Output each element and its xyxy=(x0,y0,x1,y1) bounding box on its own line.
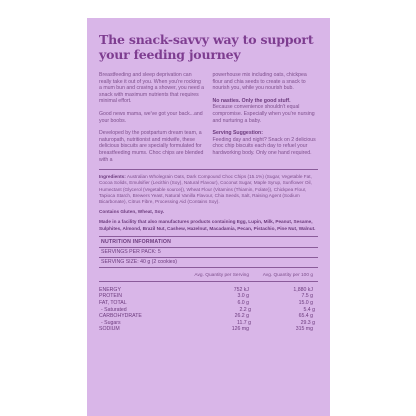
ingredients-label: Ingredients: xyxy=(99,174,126,180)
per-serving-value: 6.0 g xyxy=(237,299,249,306)
right-column xyxy=(213,72,319,169)
per-100g-value: 7.5 g xyxy=(301,293,313,300)
serving-suggestion-block xyxy=(213,130,319,156)
powerhouse-paragraph: powerhouse mix including oats, chickpea flour and chia seeds to create a snack to nourish you, while you nourish bub. xyxy=(212,72,307,92)
header-per-serving: Avg. Quantity per Serving xyxy=(194,273,249,279)
per-serving-value: 3.0 g xyxy=(237,293,249,300)
good-news-paragraph: Good news mama, we've got your back...and your boobs. xyxy=(99,110,203,124)
ingredients-paragraph xyxy=(99,174,318,205)
per-100g-value: 5.4 g xyxy=(303,306,315,313)
no-nasties-title: No nasties. Only the good stuff. xyxy=(212,97,291,104)
nutrient-name: CARBOHYDRATE xyxy=(99,313,142,320)
divider xyxy=(99,169,318,170)
nutrient-name: SODIUM xyxy=(99,326,120,333)
per-serving-value: 2.2 g xyxy=(239,306,251,313)
table-row xyxy=(99,320,318,327)
nutrient-name: - Saturated xyxy=(101,306,127,313)
header-per-100g: Avg. Quantity per 100 g xyxy=(262,273,313,279)
per-100g-value: 315 mg xyxy=(295,326,313,333)
per-100g-value: 15.0 g xyxy=(298,299,313,306)
nutrient-name: ENERGY xyxy=(99,286,121,293)
no-nasties-text: Because convenience shouldn't equal compromise. Especially when you're nursing and nurturing a baby. xyxy=(212,104,315,124)
nutrient-name: PROTEIN xyxy=(99,293,123,300)
ingredients-section xyxy=(99,174,318,232)
description-columns xyxy=(99,72,318,169)
ingredients-text: Australian Wholegrain Oats, Dark Compound Choc Chips (15.1%) (Sugar, Vegetable Fat, Cocoa Solids, Emulsifier (Lecithin (Soy), Natural Flavour), Coconut Sugar, Maple Syrup, Sunflower Oil, Humectant (Glycerol (Vegetable source)), Wheat Flour (Vitamins (Thiamin, Folate)), Chickpea Flour, Tapioca Starch, Brewers Yeast, Natural Vanilla Flavour, Chia Seeds, Salt, Raising Agent (Sodium Bicarbonate), Citrus Fibre, Processing Aid (Contains Soy). xyxy=(99,174,312,204)
per-serving-value: 26.2 g xyxy=(234,313,249,320)
headline: The snack-savvy way to support your feeding journey xyxy=(99,32,314,62)
per-100g-value: 65.4 g xyxy=(298,313,313,320)
per-serving-value: 126 mg xyxy=(231,326,249,333)
nutrition-table-body xyxy=(99,287,318,333)
allergen-contains: Contains Gluten, Wheat, Soy. xyxy=(99,209,165,215)
nutrition-table-header xyxy=(99,271,318,282)
nutrition-title: NUTRITION INFORMATION xyxy=(99,237,318,248)
no-nasties-block xyxy=(213,98,319,124)
nutrition-table xyxy=(99,271,318,333)
table-row xyxy=(99,307,318,314)
serving-suggestion-title: Serving Suggestion: xyxy=(212,130,263,137)
per-serving-value: 752 kJ xyxy=(233,286,249,293)
developed-paragraph: Developed by the postpartum dream team, a naturopath, nutritionist and midwife, these delicious biscuits are specially formulated for breastfeeding mums. Choc chips are blended with a xyxy=(99,130,204,163)
nutrient-name: FAT, TOTAL xyxy=(99,299,127,306)
product-back-panel xyxy=(87,18,330,416)
table-row xyxy=(99,300,318,307)
table-row xyxy=(99,326,318,333)
table-row xyxy=(99,287,318,294)
serving-size: SERVING SIZE: 40 g (2 cookies) xyxy=(99,258,318,268)
per-100g-value: 29.3 g xyxy=(300,319,315,326)
per-100g-value: 1,880 kJ xyxy=(293,286,313,293)
per-serving-value: 11.7 g xyxy=(236,319,251,326)
serving-suggestion-text: Feeding day and night? Snack on 2 delicious choc chip biscuits each day to refuel your hardworking body. Only one hand required. xyxy=(212,136,316,156)
intro-paragraph: Breastfeeding and sleep deprivation can really take it out of you. When you're rocking a mum bun and craving a shower, you need a snack with maximum nutrients that requires minimal effort. xyxy=(99,72,204,105)
table-row xyxy=(99,293,318,300)
nutrition-panel xyxy=(99,236,318,333)
nutrient-name: - Sugars xyxy=(101,319,121,326)
facility-statement: Made in a facility that also manufactures products containing Egg, Lupin, Milk, Peanut, Sesame, Sulphites, Almond, Brazil Nut, Cashew, Hazelnut, Macadamia, Pecan, Pistachio, Pine Nut, Walnut. xyxy=(99,219,316,231)
table-row xyxy=(99,313,318,320)
left-column xyxy=(99,72,205,169)
servings-per-pack: SERVINGS PER PACK: 5 xyxy=(99,248,318,258)
